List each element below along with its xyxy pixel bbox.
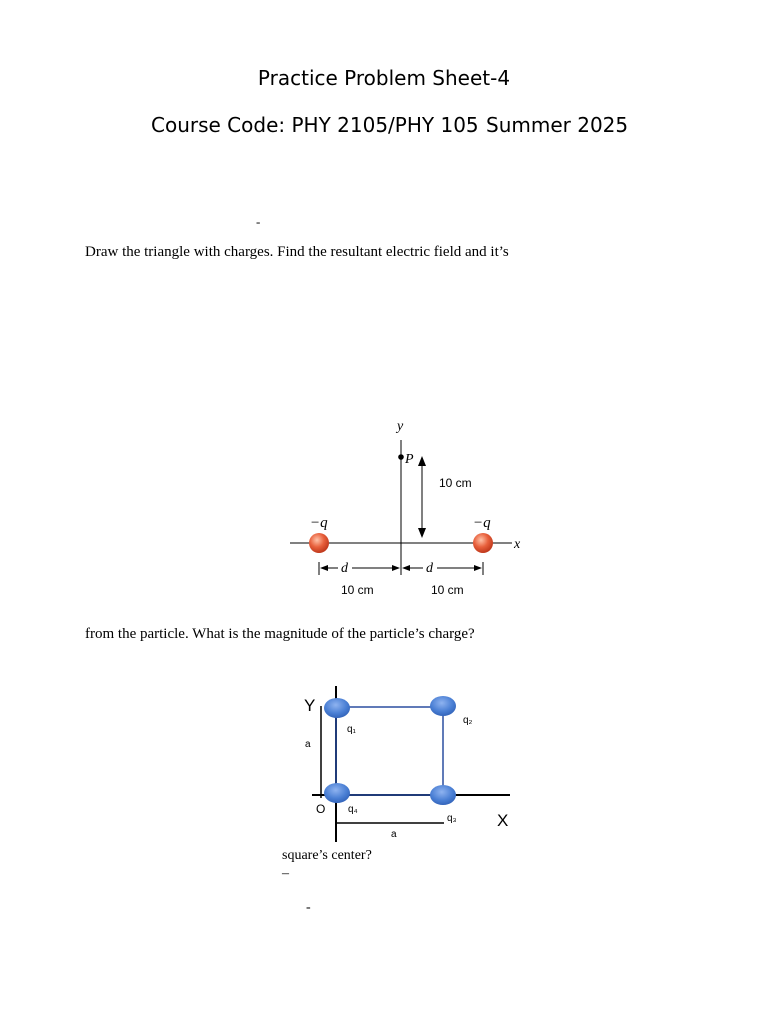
left-distance-label: 10 cm (341, 583, 374, 597)
square-figure (290, 680, 530, 850)
dash-mark-3: - (306, 900, 311, 915)
right-charge (473, 533, 493, 553)
problem-text-2: from the particle. What is the magnitude of the particle’s charge? (85, 626, 475, 642)
course-code: Course Code: PHY 2105/PHY 105 (151, 113, 479, 137)
left-charge (309, 533, 329, 553)
dash-mark: - (256, 214, 261, 229)
left-charge-label: −q (310, 515, 328, 531)
d-left-label: d (341, 561, 348, 576)
up-arrowhead (418, 456, 426, 466)
d-right-label: d (426, 561, 433, 576)
q4-label: q₄ (348, 804, 358, 815)
x-axis-label: x (514, 537, 521, 552)
side-left-label: a (305, 739, 311, 750)
sheet-title: Practice Problem Sheet-4 (257, 66, 511, 90)
q2-label: q₂ (463, 715, 473, 726)
charge-q1 (324, 698, 350, 718)
right-charge-label: −q (473, 515, 491, 531)
y-axis-label: y (397, 419, 404, 434)
charge-q2 (430, 696, 456, 716)
problem-text-3: square’s center? (282, 848, 372, 863)
point-p-label: P (405, 452, 414, 467)
right-distance-label: 10 cm (431, 583, 464, 597)
q3-label: q₃ (447, 813, 457, 824)
origin-label: O (316, 802, 326, 816)
problem-text-1: Draw the triangle with charges. Find the resultant electric field and it’s (85, 244, 509, 260)
dash-mark-2: – (282, 866, 289, 881)
square-outline (336, 707, 443, 795)
charge-q4 (324, 783, 350, 803)
y-axis-label: Y (304, 696, 316, 715)
vertical-distance-label: 10 cm (439, 476, 472, 490)
charge-q3 (430, 785, 456, 805)
q1-label: q₁ (347, 724, 356, 735)
down-arrowhead (418, 528, 426, 538)
point-p-dot (398, 454, 404, 460)
charges-figure (280, 410, 540, 610)
x-axis-label: X (497, 811, 509, 830)
term: Summer 2025 (486, 113, 629, 137)
side-bottom-label: a (391, 829, 397, 840)
